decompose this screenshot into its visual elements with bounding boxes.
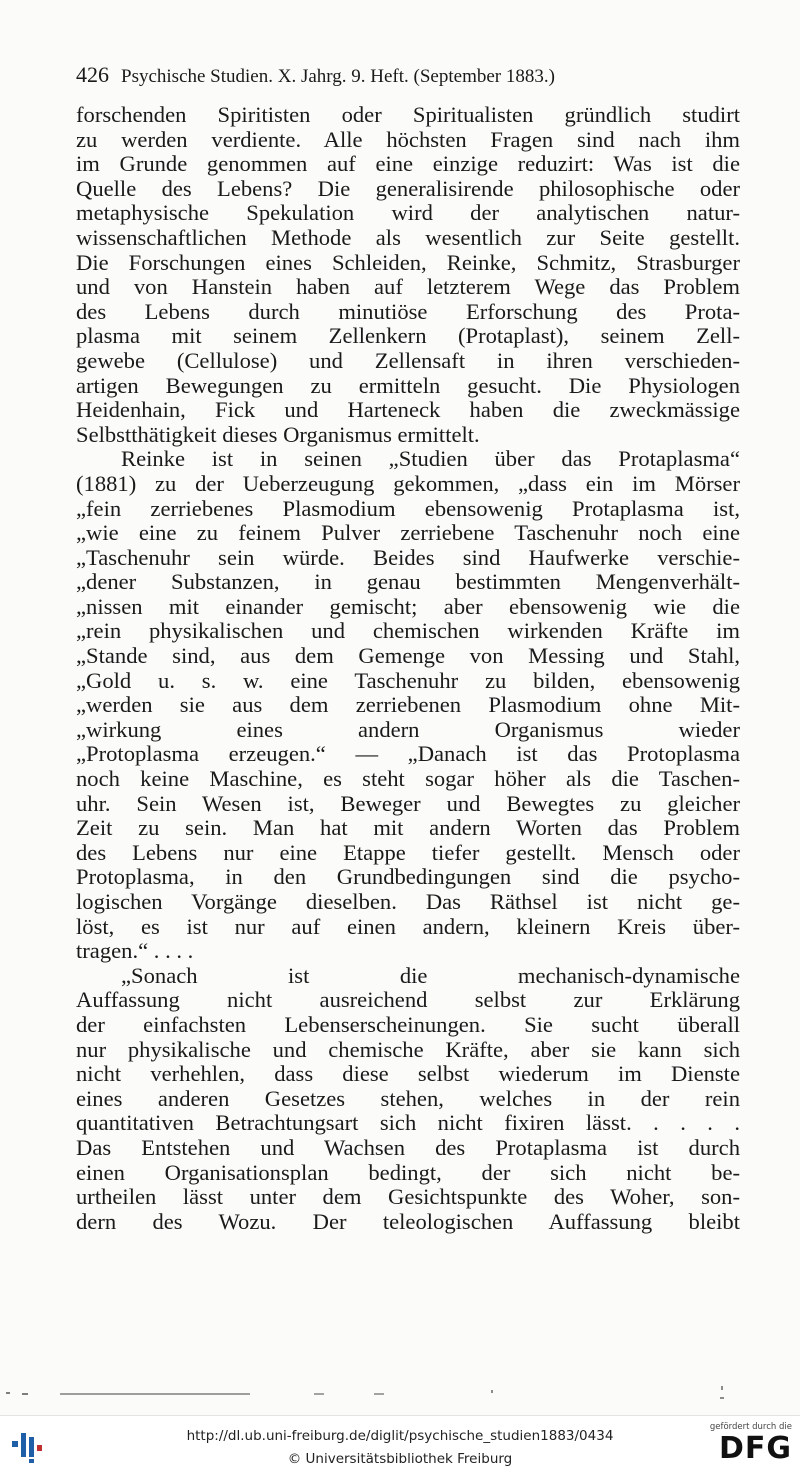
text-line: und von Hanstein haben auf letzterem Wege das Problem [76, 275, 740, 300]
text-line: des Lebens nur eine Etappe tiefer gestellt. Mensch oder [76, 840, 740, 865]
text-line: „Sonach ist die mechanisch-dynamische [121, 963, 740, 988]
text-line: „Taschenuhr sein würde. Beides sind Haufwerke verschie- [76, 545, 740, 570]
text-line: „Protoplasma erzeugen.“ — „Danach ist das Protoplasma [76, 742, 740, 767]
text-line: dern des Wozu. Der teleologischen Auffassung bleibt [76, 1209, 740, 1234]
text-line: noch keine Maschine, es steht sogar höher als die Taschen- [76, 767, 740, 792]
source-url[interactable]: http://dl.ub.uni-freiburg.de/diglit/psychische_studien1883/0434 [186, 1428, 614, 1444]
text-line: nur physikalische und chemische Kräfte, aber sie kann sich [76, 1037, 740, 1062]
text-line: Selbstthätigkeit dieses Organismus ermittelt. [76, 422, 480, 447]
text-line: quantitativen Betrachtungsart sich nicht fixiren lässt. . . . . [76, 1111, 740, 1136]
dfg-wordmark: DFG [718, 1431, 792, 1466]
text-line: im Grunde genommen auf eine einzige reduzirt: Was ist die [76, 152, 740, 177]
text-line: „Stande sind, aus dem Gemenge von Messing und Stahl, [76, 644, 740, 669]
text-line: eines anderen Gesetzes stehen, welches in der rein [76, 1086, 740, 1111]
running-title: Psychische Studien. X. Jahrg. 9. Heft. (September 1883.) [121, 66, 555, 87]
text-line: Das Entstehen und Wachsen des Protaplasma ist durch [76, 1135, 740, 1160]
text-line: Quelle des Lebens? Die generalisirende philosophische oder [76, 176, 740, 201]
text-line: uhr. Sein Wesen ist, Beweger und Bewegtes zu gleicher [76, 791, 740, 816]
text-line: gewebe (Cellulose) und Zellensaft in ihren verschieden- [76, 348, 740, 373]
text-line: Die Forschungen eines Schleiden, Reinke, Schmitz, Strasburger [76, 250, 740, 275]
text-line: logischen Vorgänge dieselben. Das Räthsel ist nicht ge- [76, 890, 740, 914]
text-line: „Gold u. s. w. eine Taschenuhr zu bilden, ebensowenig [76, 668, 740, 693]
text-line: plasma mit seinem Zellenkern (Protaplast), seinem Zell- [76, 324, 740, 349]
dfg-tagline: gefördert durch die [709, 1422, 792, 1432]
text-line: „wie eine zu feinem Pulver zerriebene Taschenuhr noch eine [76, 521, 740, 546]
body-text [76, 103, 740, 1234]
copyright-notice: © Universitätsbibliothek Freiburg [287, 1451, 513, 1467]
text-line: forschenden Spiritisten oder Spiritualisten gründlich studirt [76, 103, 740, 127]
dfg-logo [706, 1422, 792, 1470]
text-line: Protoplasma, in den Grundbedingungen sind die psycho- [76, 865, 740, 890]
text-line: der einfachsten Lebenserscheinungen. Sie sucht überall [76, 1012, 740, 1037]
text-line: tragen.“ . . . . [76, 939, 194, 964]
text-line: löst, es ist nur auf einen andern, kleinern Kreis über- [76, 914, 740, 939]
text-line: „rein physikalischen und chemischen wirkenden Kräfte im [76, 619, 740, 644]
text-line: urtheilen lässt unter dem Gesichtspunkte des Woher, son- [76, 1185, 740, 1210]
text-line: „werden sie aus dem zerriebenen Plasmodium ohne Mit- [76, 693, 740, 718]
text-line: „fein zerriebenes Plasmodium ebensowenig Protaplasma ist, [76, 496, 740, 521]
text-line: wissenschaftlichen Methode als wesentlich zur Seite gestellt. [76, 225, 740, 250]
text-line: Reinke ist in seinen „Studien über das Protaplasma“ [121, 447, 740, 472]
scan-edge-marks [0, 1384, 800, 1404]
text-line: Auffassung nicht ausreichend selbst zur Erklärung [76, 988, 740, 1013]
text-line: „nissen mit einander gemischt; aber ebensowenig wie die [76, 594, 740, 619]
text-line: nicht verhehlen, dass diese selbst wiederum im Dienste [76, 1062, 740, 1087]
text-line: „dener Substanzen, in genau bestimmten Mengenverhält- [76, 570, 740, 595]
text-line: artigen Bewegungen zu ermitteln gesucht. Die Physiologen [76, 373, 740, 398]
text-line: Heidenhain, Fick und Harteneck haben die zweckmässige [76, 398, 740, 423]
text-line: (1881) zu der Ueberzeugung gekommen, „dass ein im Mörser [76, 471, 740, 496]
text-line: zu werden verdiente. Alle höchsten Fragen sind nach ihm [76, 127, 740, 152]
page-number: 426 [76, 62, 109, 87]
text-line: Zeit zu sein. Man hat mit andern Worten das Problem [76, 816, 740, 841]
running-head [76, 62, 740, 88]
text-line: einen Organisationsplan bedingt, der sich nicht be- [76, 1160, 740, 1185]
text-line: metaphysische Spekulation wird der analytischen natur- [76, 201, 740, 226]
library-footer [0, 1415, 800, 1473]
text-line: des Lebens durch minutiöse Erforschung des Prota- [76, 299, 740, 324]
text-line: „wirkung eines andern Organismus wieder [76, 717, 740, 742]
